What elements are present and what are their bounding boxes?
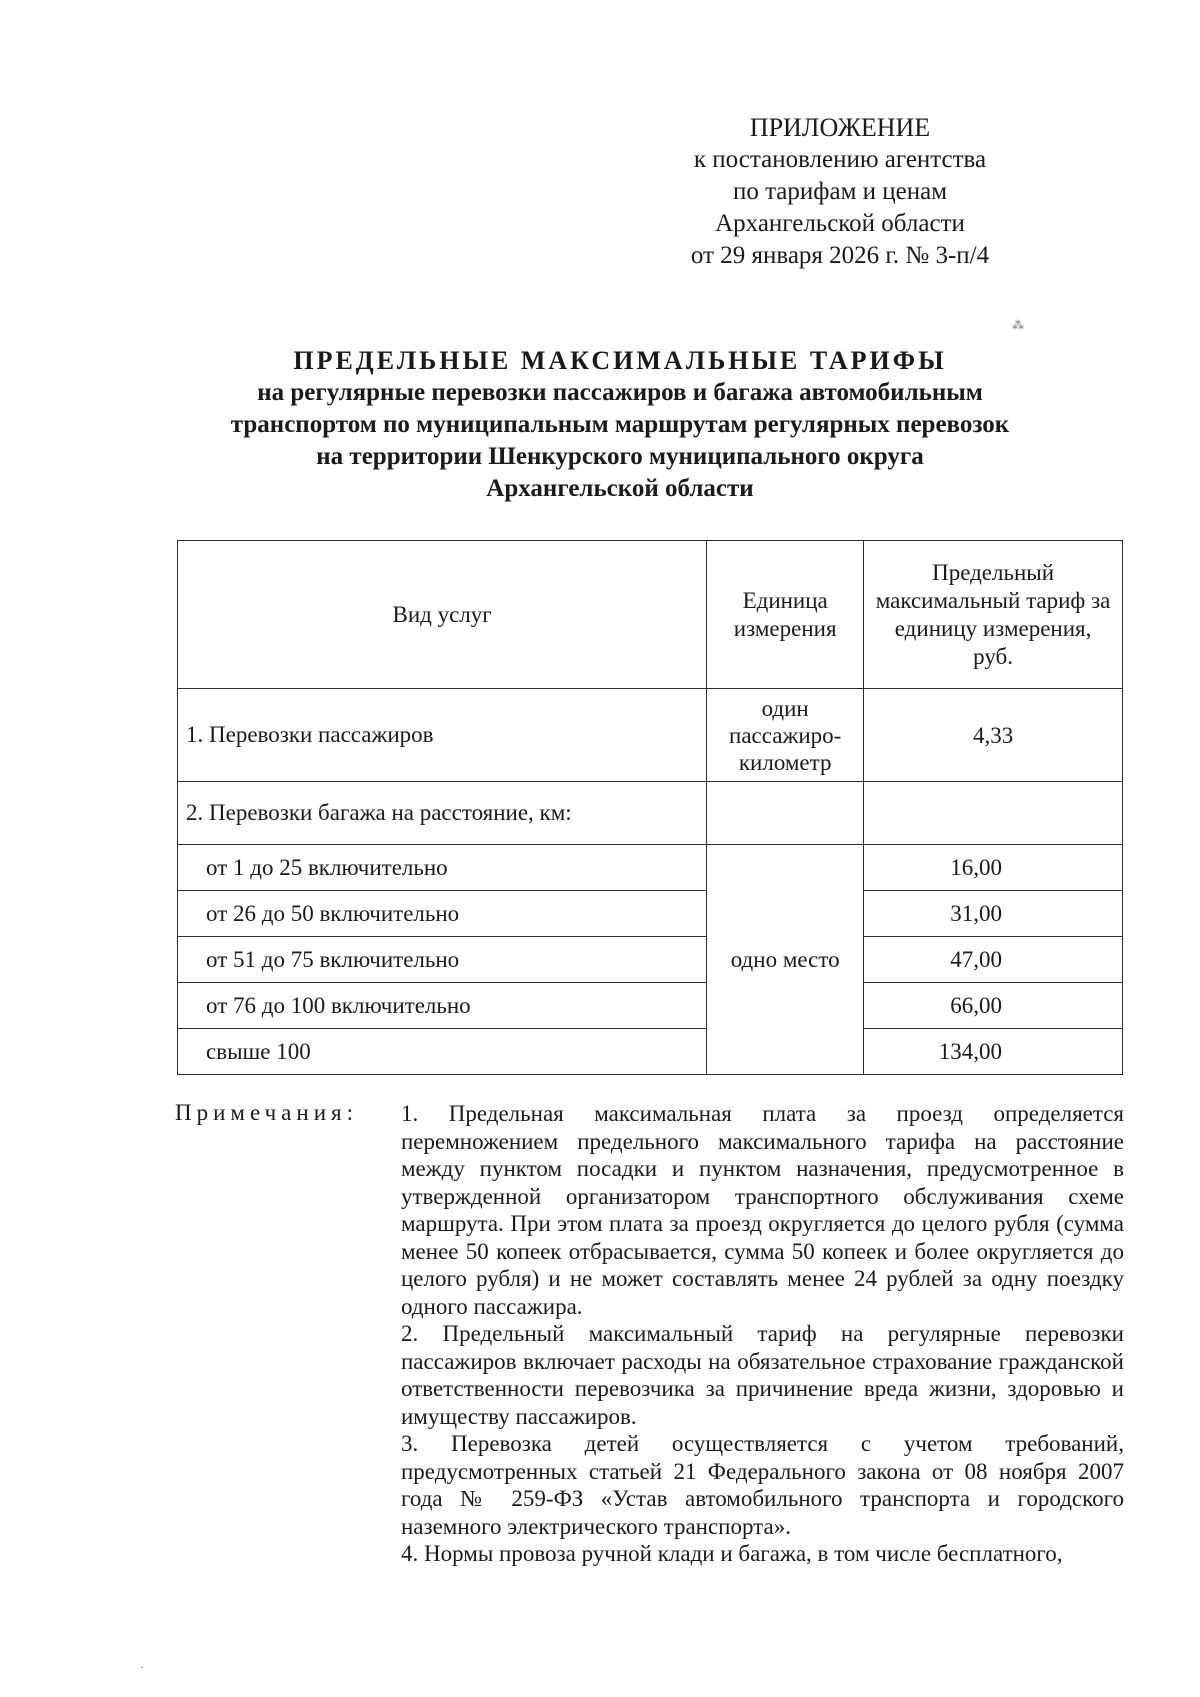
empty-cell: [864, 782, 1123, 845]
note-item: 1. Предельная максимальная плата за проезд определяется перемножением предельного максимального тарифа на расстояние между пунктом посадки и пунктом назначения, предусмотренное в утвержденной организатором транспортного обслуживания схеме маршрута. При этом плата за проезд округляется до целого рубля (сумма менее 50 копеек отбрасывается, сумма 50 копеек и более округляется до целого рубля) и не может составлять менее 24 рублей за одну поездку одного пассажира.: [401, 1101, 1124, 1319]
passenger-tariff: 4,33: [864, 689, 1123, 782]
title-main: ПРЕДЕЛЬНЫЕ МАКСИМАЛЬНЫЕ ТАРИФЫ: [293, 346, 947, 375]
notes-label: Примечания:: [175, 1100, 358, 1125]
passenger-service: 1. Перевозки пассажиров: [178, 689, 707, 782]
passenger-unit: один пассажиро-километр: [707, 689, 864, 782]
document-title: [150, 345, 1090, 505]
tariff-table: [177, 540, 1123, 1075]
table-row: [178, 689, 1123, 782]
baggage-tariff: 16,00: [864, 845, 1123, 891]
baggage-range: свыше 100: [178, 1029, 707, 1075]
appendix-block: [690, 112, 990, 272]
baggage-unit: одно место: [707, 845, 864, 1075]
baggage-tariff: 31,00: [864, 891, 1123, 937]
empty-cell: [707, 782, 864, 845]
appendix-heading: ПРИЛОЖЕНИЕ: [749, 113, 931, 142]
baggage-tariff: 134,00: [864, 1029, 1123, 1075]
table-row: [178, 937, 1123, 983]
appendix-line: по тарифам и ценам: [732, 178, 948, 205]
note-item: 2. Предельный максимальный тариф на регулярные перевозки пассажиров включает расходы на обязательное страхование гражданской ответственности перевозчика за причинение вреда жизни, здоровью и имуществу пассажиров.: [401, 1321, 1124, 1429]
scan-speck: ⁂: [1012, 318, 1024, 332]
baggage-range: от 1 до 25 включительно: [178, 845, 707, 891]
baggage-range: от 76 до 100 включительно: [178, 983, 707, 1029]
baggage-range: от 26 до 50 включительно: [178, 891, 707, 937]
header-unit: Единица измерения: [707, 541, 864, 689]
header-tariff: Предельный максимальный тариф за единицу измерения, руб.: [864, 541, 1123, 689]
baggage-tariff: 66,00: [864, 983, 1123, 1029]
baggage-service: 2. Перевозки багажа на расстояние, км:: [178, 782, 707, 845]
note-item: 3. Перевозка детей осуществляется с учетом требований, предусмотренных статьей 21 Федерального закона от 08 ноября 2007 года № 259-ФЗ «Устав автомобильного транспорта и городского наземного электрического транспорта».: [401, 1431, 1124, 1539]
table-row: [178, 845, 1123, 891]
appendix-line: от 29 января 2026 г. № 3-п/4: [690, 242, 990, 269]
table-row: [178, 1029, 1123, 1075]
header-service: Вид услуг: [178, 541, 707, 689]
notes-list: [401, 1100, 1124, 1568]
note-item: 4. Нормы провоза ручной клади и багажа, в том числе бесплатного,: [401, 1541, 1063, 1566]
title-line: транспортом по муниципальным маршрутам регулярных перевозок: [230, 411, 1010, 438]
table-row: [178, 983, 1123, 1029]
title-line: Архангельской области: [486, 475, 754, 502]
table-header-row: [178, 541, 1123, 689]
appendix-line: к постановлению агентства: [693, 146, 987, 173]
title-line: на регулярные перевозки пассажиров и багажа автомобильным: [257, 379, 983, 406]
baggage-tariff: 47,00: [864, 937, 1123, 983]
appendix-line: Архангельской области: [715, 210, 965, 237]
table-row: [178, 782, 1123, 845]
scan-speck: ·: [140, 1660, 144, 1674]
table-row: [178, 891, 1123, 937]
baggage-range: от 51 до 75 включительно: [178, 937, 707, 983]
title-line: на территории Шенкурского муниципального округа: [316, 443, 924, 470]
